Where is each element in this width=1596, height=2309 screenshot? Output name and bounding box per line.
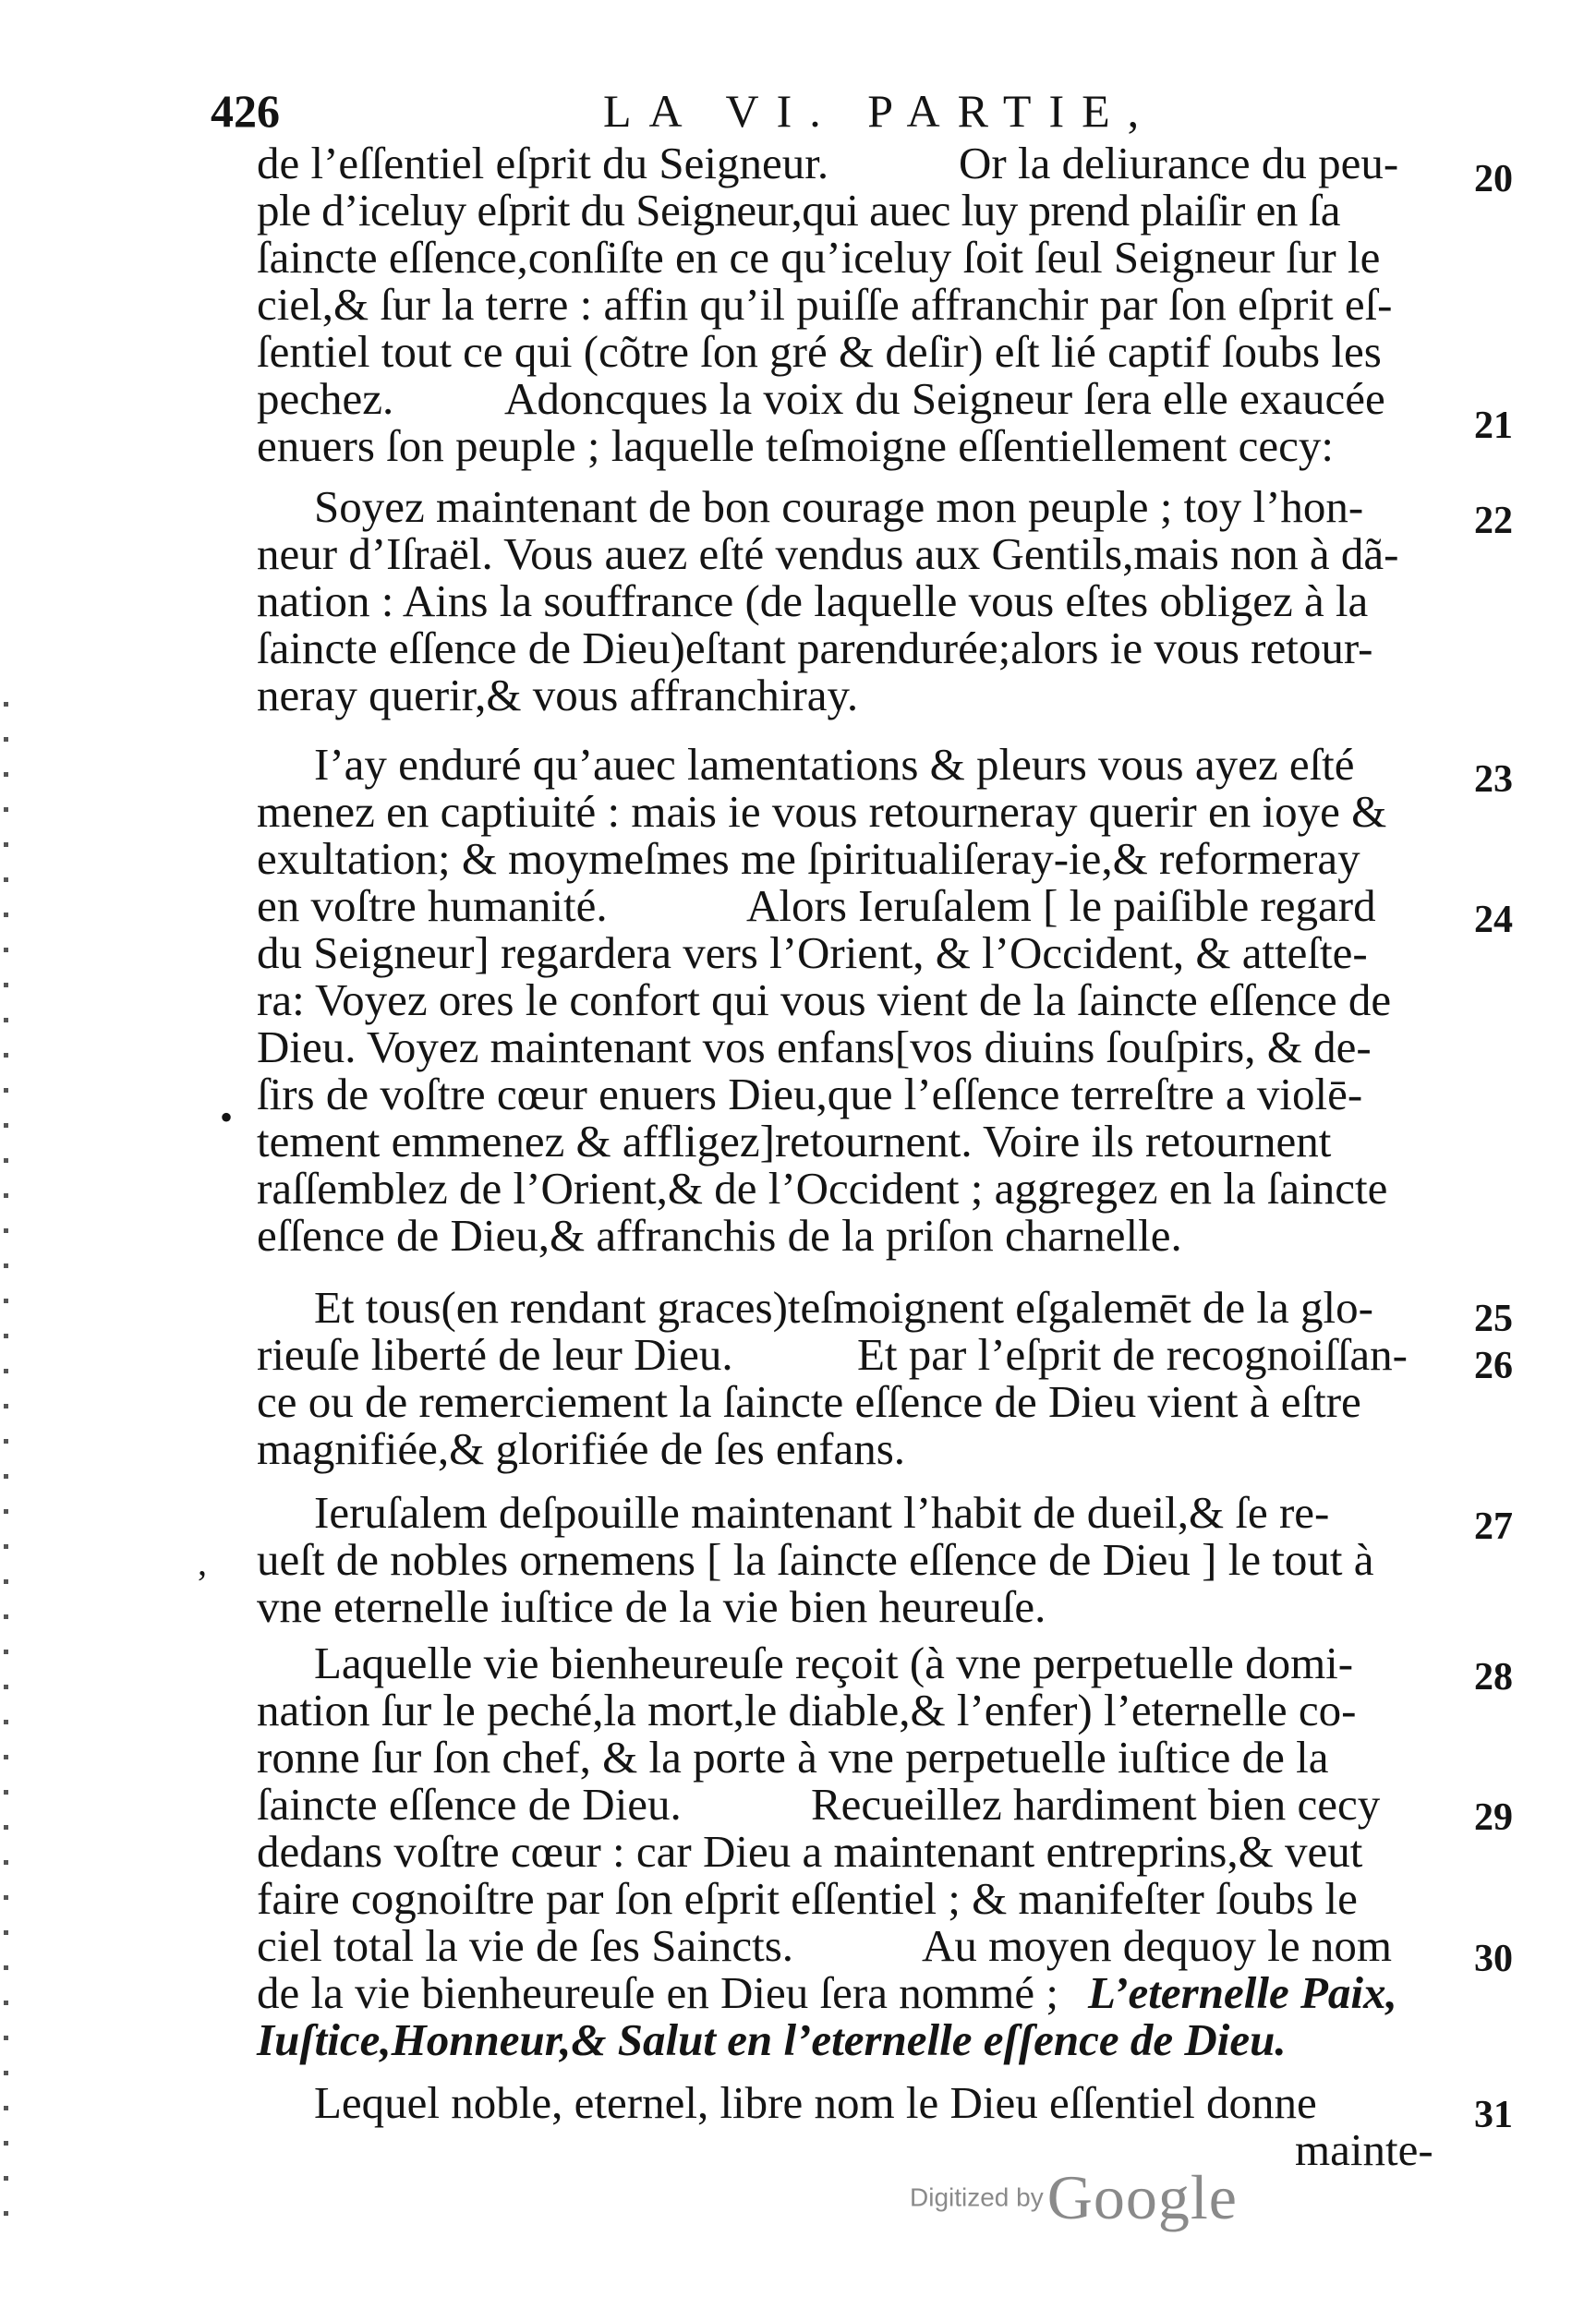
binding-shadow	[4, 702, 8, 2217]
verse-number: 29	[1474, 1796, 1513, 1839]
text-line: faire cognoiſtre par ſon eſprit eſſentiel ; & manifeſter ſoubs le	[257, 1873, 1358, 1924]
text-line: de l’eſſentiel eſprit du Seigneur. Or la deliurance du peu-	[257, 138, 1399, 188]
page-header	[211, 85, 1157, 137]
text-line: tement emmenez & affligez]retournent. Voire ils retournent	[257, 1116, 1332, 1167]
text-line: Soyez maintenant de bon courage mon peuple ; toy l’hon-	[314, 481, 1364, 532]
text-line: ſirs de voſtre cœur enuers Dieu,que l’eſſence terreſtre a violē-	[257, 1069, 1363, 1119]
text-line: ronne ſur ſon chef, & la porte à vne perpetuelle iuſtice de la	[257, 1732, 1329, 1783]
text-line: ſentiel tout ce qui (cõtre ſon gré & deſir) eſt lié captif ſoubs les	[257, 326, 1382, 377]
text-line: eſſence de Dieu,& affranchis de la priſon charnelle.	[257, 1210, 1182, 1261]
text-line: ple d’iceluy eſprit du Seigneur,qui auec luy prend plaiſir en ſa	[257, 185, 1340, 236]
text-line: Dieu. Voyez maintenant vos enfans[vos diuins ſouſpirs, & de-	[257, 1022, 1372, 1072]
text-line: nation : Ains la souffrance (de laquelle vous eſtes obligez à la	[257, 575, 1369, 626]
text-line: ciel total la vie de ſes Saincts. Au moyen dequoy le nom	[257, 1920, 1392, 1971]
text-line: Laquelle vie bienheureuſe reçoit (à vne perpetuelle domi-	[314, 1638, 1354, 1688]
margin-mark: ,	[198, 1541, 207, 1583]
text-line: magnifiée,& glorifiée de ſes enfans.	[257, 1423, 906, 1474]
text-line-continuation: Adoncques la voix du Seigneur ſera elle exaucée	[504, 373, 1385, 424]
text-line: neur d’Iſraël. Vous auez eſté vendus aux Gentils,mais non à dã-	[257, 528, 1399, 579]
verse-number: 27	[1474, 1505, 1513, 1548]
page-number: 426	[211, 85, 280, 137]
text-line-continuation: Au moyen dequoy le nom	[922, 1920, 1392, 1971]
text-line: I’ay enduré qu’auec lamentations & pleurs vous ayez eſté	[314, 739, 1355, 790]
verse-number: 30	[1474, 1938, 1513, 1980]
text-line: Et tous(en rendant graces)teſmoignent eſgalemēt de la glo-	[314, 1282, 1373, 1333]
italic-line: Iuſtice,Honneur,& Salut en l’eternelle eſſence de Dieu.	[257, 2014, 1287, 2065]
text-line: ſaincte eſſence de Dieu)eſtant parendurée;alors ie vous retour-	[257, 623, 1373, 673]
verse-number: 23	[1474, 758, 1513, 801]
verse-number: 31	[1474, 2094, 1513, 2136]
text-line-continuation: Alors Ieruſalem [ le paiſible regard	[746, 880, 1376, 931]
text-line: Ieruſalem deſpouille maintenant l’habit de dueil,& ſe re-	[314, 1487, 1330, 1538]
digitization-footer	[910, 2161, 1238, 2234]
text-line-continuation: Et par l’eſprit de recognoiſſan-	[857, 1329, 1408, 1380]
text-line: dedans voſtre cœur : car Dieu a maintenant entreprins,& veut	[257, 1826, 1363, 1877]
text-line-continuation: Or la deliurance du peu-	[959, 138, 1399, 188]
verse-number: 24	[1474, 899, 1513, 941]
catchword: mainte-	[1295, 2124, 1433, 2175]
text-line: neray querir,& vous affranchiray.	[257, 670, 859, 720]
verse-number: 28	[1474, 1656, 1513, 1699]
text-line: Lequel noble, eternel, libre nom le Dieu eſſentiel donne	[314, 2077, 1317, 2128]
text-line: raſſemblez de l’Orient,& de l’Occident ; aggregez en la ſaincte	[257, 1163, 1388, 1214]
text-line: rieuſe liberté de leur Dieu. Et par l’eſprit de recognoiſſan-	[257, 1329, 1408, 1380]
text-line: de la vie bienheureuſe en Dieu ſera nommé ; L’eternelle Paix,	[257, 1967, 1397, 2018]
running-head: LA VI. PARTIE,	[603, 85, 1157, 137]
text-line: nation ſur le peché,la mort,le diable,& l’enfer) l’eternelle co-	[257, 1685, 1357, 1735]
verse-number: 20	[1474, 158, 1513, 200]
digitized-by-text: Digitized by	[910, 2182, 1044, 2212]
verse-number: 25	[1474, 1298, 1513, 1340]
text-line: en voſtre humanité. Alors Ieruſalem [ le paiſible regard	[257, 880, 1376, 931]
text-line: ueſt de nobles ornemens [ la ſaincte eſſence de Dieu ] le tout à	[257, 1534, 1374, 1585]
text-line: ſaincte eſſence de Dieu. Recueillez hardiment bien cecy	[257, 1779, 1381, 1830]
text-line: enuers ſon peuple ; laquelle teſmoigne eſſentiellement cecy:	[257, 420, 1335, 471]
text-line-continuation: Recueillez hardiment bien cecy	[811, 1779, 1381, 1830]
text-line: menez en captiuité : mais ie vous retourneray querir en ioye &	[257, 786, 1387, 837]
google-logo: Google	[1046, 2162, 1238, 2232]
verse-number: 21	[1474, 405, 1513, 447]
text-line: ciel,& ſur la terre : affin qu’il puiſſe affranchir par ſon eſprit eſ-	[257, 279, 1393, 330]
text-line: ce ou de remerciement la ſaincte eſſence de Dieu vient à eſtre	[257, 1376, 1361, 1427]
text-line: pechez. Adoncques la voix du Seigneur ſera elle exaucée	[257, 373, 1385, 424]
text-line: exultation; & moymeſmes me ſpiritualiſeray-ie,& reformeray	[257, 833, 1360, 884]
text-line: ſaincte eſſence,conſiſte en ce qu’iceluy ſoit ſeul Seigneur ſur le	[257, 232, 1381, 283]
text-line: ra: Voyez ores le confort qui vous vient de la ſaincte eſſence de	[257, 974, 1392, 1025]
verse-number: 26	[1474, 1345, 1513, 1387]
text-line: du Seigneur] regardera vers l’Orient, & l’Occident, & atteſte-	[257, 927, 1368, 978]
verse-number: 22	[1474, 500, 1513, 542]
text-line: vne eternelle iuſtice de la vie bien heureuſe.	[257, 1581, 1046, 1632]
italic-phrase: L’eternelle Paix,	[1088, 1967, 1397, 2018]
margin-mark: •	[220, 1096, 234, 1138]
